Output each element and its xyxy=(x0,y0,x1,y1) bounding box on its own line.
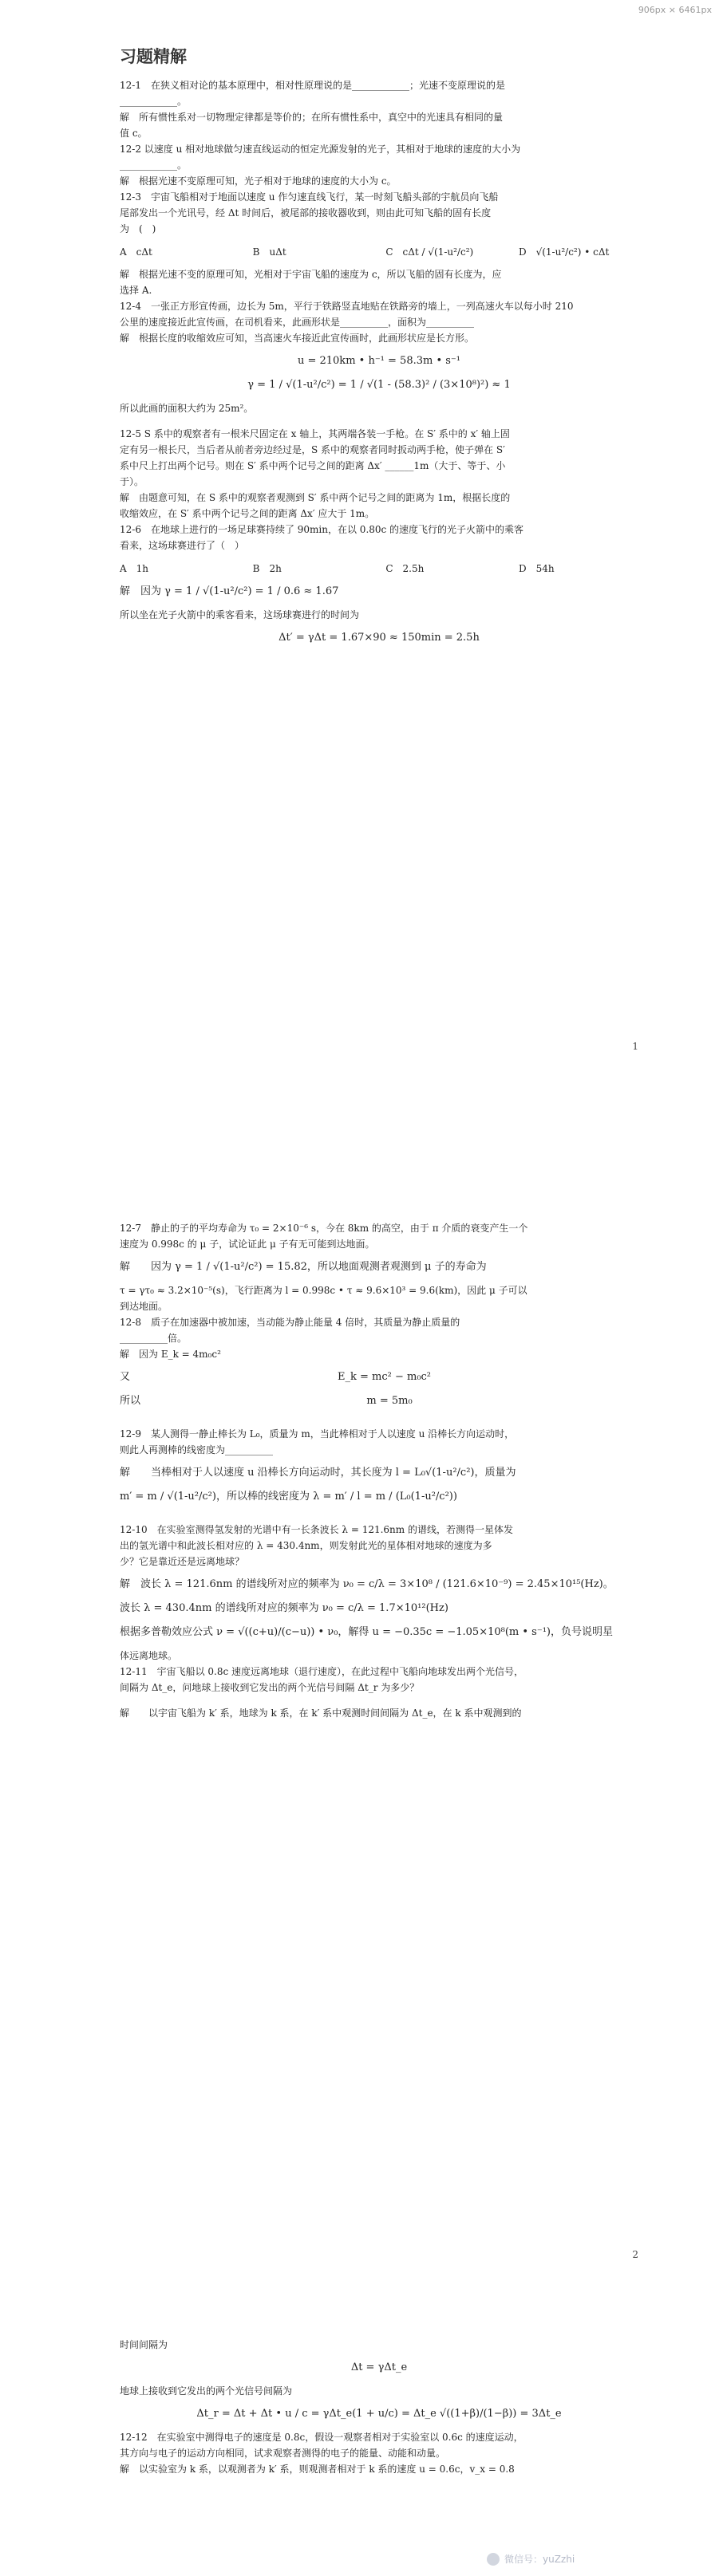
formula: Δt = γΔt_e xyxy=(350,2361,408,2373)
formula: 波长 λ = 430.4nm 的谱线所对应的频率为 ν₀ = c/λ = 1.7×10¹²(Hz) xyxy=(120,1602,448,1614)
formula: Δt′ = γΔt = 1.67×90 ≈ 150min = 2.5h xyxy=(279,632,480,644)
question-12-12 xyxy=(120,2429,638,2477)
text-line: 看来，这场球赛进行了（ ） xyxy=(120,540,245,551)
question-12-2 xyxy=(120,141,638,189)
text-line: 少？它是靠近还是远离地球？ xyxy=(120,1556,245,1567)
text-line: ____________。 xyxy=(120,96,188,107)
text-line: 12-4 一张正方形宣传画，边长为 5m，平行于铁路竖直地贴在铁路旁的墙上，一列高速火车以每小时 210 xyxy=(120,301,574,312)
text-line: ____________。 xyxy=(120,160,188,171)
page-3 xyxy=(120,2337,638,2477)
text-line: 12-5 S 系中的观察者有一根米尺固定在 x 轴上，其两端各装一手枪。在 S′ 系中的 x′ 轴上固 xyxy=(120,428,510,439)
text-line: 解 所有惯性系对一切物理定律都是等价的；在所有惯性系中，真空中的光速具有相同的量 xyxy=(120,112,504,123)
text-line: 为 ( ) xyxy=(120,223,156,234)
page-number: 1 xyxy=(632,1041,638,1052)
text-line: 值 c。 xyxy=(120,128,148,139)
choice-d: D 54h xyxy=(518,563,555,574)
question-12-8 xyxy=(120,1314,638,1410)
choice-b: B 2h xyxy=(252,563,282,574)
formula xyxy=(120,1369,638,1386)
text-line: 12-11 宇宙飞船以 0.8c 速度远离地球（退行速度），在此过程中飞船向地球发出两个光信号， xyxy=(120,1666,524,1677)
text-line: 其方向与电子的运动方向相同，试求观察者测得的电子的能量、动能和动量。 xyxy=(120,2448,446,2459)
text-line: 间隔为 Δt_e，问地球上接收到它发出的两个光信号间隔 Δt_r 为多少？ xyxy=(120,1682,420,1693)
choice-a: A cΔt xyxy=(120,246,152,258)
choices xyxy=(120,245,638,258)
page-1 xyxy=(120,44,638,1052)
text-line: 12-10 在实验室测得氢发射的光谱中有一长条波长 λ = 121.6nm 的谱线，若测得一星体发 xyxy=(120,1524,513,1535)
text-line: 12-3 宇宙飞船相对于地面以速度 u 作匀速直线飞行，某一时刻飞船头部的宇航员向飞船 xyxy=(120,191,499,203)
formula: 解 因为 γ = 1 / √(1-u²/c²) = 1 / 0.6 ≈ 1.67 xyxy=(120,585,339,597)
text-line: 于）。 xyxy=(120,476,144,487)
text-line: 收缩效应，在 S′ 系中两个记号之间的距离 Δx′ 应大于 1m。 xyxy=(120,508,375,519)
formula: 根据多普勒效应公式 ν = √((c+u)/(c−u)) • ν₀，解得 u = −0.35c = −1.05×10⁸(m • s⁻¹)，负号说明星 xyxy=(120,1626,613,1638)
formula xyxy=(120,1392,638,1410)
text-line: 解 根据光速不变的原理可知，光相对于宇宙飞船的速度为 c，所以飞船的固有长度为，应 xyxy=(120,269,502,280)
text-line: 系中尺上打出两个记号。则在 S′ 系中两个记号之间的距离 Δx′ ______1m（大于、等于、小 xyxy=(120,460,506,471)
page-number: 2 xyxy=(632,2249,638,2260)
formula: m′ = m / √(1-u²/c²)，所以棒的线密度为 λ = m′ / l = m / (L₀(1-u²/c²)) xyxy=(120,1491,457,1503)
equation: E_k = mc² − m₀c² xyxy=(337,1371,432,1383)
text-line: 12-12 在实验室中测得电子的速度是 0.8c，假设一观察者相对于实验室以 0.6c 的速度运动， xyxy=(120,2432,523,2443)
text-line: 时间间隔为 xyxy=(120,2339,168,2350)
formula: 解 当棒相对于人以速度 u 沿棒长方向运动时，其长度为 l = L₀√(1-u²/c²)，质量为 xyxy=(120,1467,516,1479)
image-size-label: 906px × 6461px xyxy=(638,5,712,15)
text-line: 选择 A. xyxy=(120,285,152,296)
formula: Δt_r = Δt + Δt • u / c = γΔt_e(1 + u/c) = Δt_e √((1+β)/(1−β)) = 3Δt_e xyxy=(196,2408,562,2420)
text-line: 12-1 在狭义相对论的基本原理中，相对性原理说的是____________；光速不变原理说的是 xyxy=(120,80,505,91)
text-line: 体远离地球。 xyxy=(120,1650,178,1661)
text-line: 所以坐在光子火箭中的乘客看来，这场球赛进行的时间为 xyxy=(120,609,360,620)
text-line: 所以此画的面积大约为 25m²。 xyxy=(120,403,254,414)
text-line: 公里的速度接近此宣传画，在司机看来，此画形状是__________，面积为__________ xyxy=(120,317,475,328)
question-12-7 xyxy=(120,1220,638,1314)
watermark xyxy=(487,2552,575,2566)
formula: γ = 1 / √(1-u²/c²) = 1 / √(1 - (58.3)² / (3×10⁸)²) ≈ 1 xyxy=(247,379,511,391)
question-12-5 xyxy=(120,426,638,522)
choices xyxy=(120,561,638,575)
equation: m = 5m₀ xyxy=(366,1395,413,1407)
text-line: 12-7 静止的子的平均寿命为 τ₀ = 2×10⁻⁶ s，今在 8km 的高空，由于 π 介质的衰变产生一个 xyxy=(120,1223,528,1234)
text-line: 解 以实验室为 k 系，以观测者为 k′ 系，则观测者相对于 k 系的速度 u = 0.6c，v_x = 0.8 xyxy=(120,2464,515,2475)
label: 又 xyxy=(120,1371,131,1383)
text-line: 解 由题意可知，在 S 系中的观察者观测到 S′ 系中两个记号之间的距离为 1m，根据长度的 xyxy=(120,492,511,503)
text-line: 定有另一根长尺，当后者从前者旁边经过是，S 系中的观察者同时扳动两手枪，使子弹在 S′ xyxy=(120,444,505,455)
formula: u = 210km • h⁻¹ = 58.3m • s⁻¹ xyxy=(297,355,461,367)
text-line: 出的氢光谱中和此波长相对应的 λ = 430.4nm，则发射此光的星体相对地球的速度为多 xyxy=(120,1540,492,1551)
text-line: 12-9 某人测得一静止棒长为 L₀，质量为 m，当此棒相对于人以速度 u 沿棒长方向运动时， xyxy=(120,1428,515,1440)
watermark-text: 微信号：yuZzhi xyxy=(504,2554,575,2565)
text-line: 到达地面。 xyxy=(120,1301,168,1312)
text-line: 12-8 质子在加速器中被加速，当动能为静止能量 4 倍时，其质量为静止质量的 xyxy=(120,1317,460,1328)
choice-a: A 1h xyxy=(120,563,149,574)
text-line: 尾部发出一个光讯号，经 Δt 时间后，被尾部的接收器收到，则由此可知飞船的固有长度 xyxy=(120,207,492,219)
choice-c: C 2.5h xyxy=(385,563,425,574)
question-12-9 xyxy=(120,1426,638,1506)
label: 所以 xyxy=(120,1395,141,1407)
choice-d: D √(1-u²/c²) • cΔt xyxy=(518,246,610,258)
text-line: 则此人再测棒的线密度为__________ xyxy=(120,1444,274,1455)
page-2 xyxy=(120,1220,638,2260)
question-12-4 xyxy=(120,298,638,416)
question-12-3 xyxy=(120,189,638,298)
text-line: 解 根据长度的收缩效应可知，当高速火车接近此宣传画时，此画形状应是长方形。 xyxy=(120,333,475,344)
question-12-11 xyxy=(120,1664,638,1721)
text-line: 解 根据光速不变原理可知，光子相对于地球的速度的大小为 c。 xyxy=(120,175,397,187)
question-12-10 xyxy=(120,1522,638,1664)
question-12-6 xyxy=(120,522,638,647)
text-line: 12-6 在地球上进行的一场足球赛持续了 90min，在以 0.80c 的速度飞行的光子火箭中的乘客 xyxy=(120,524,524,535)
wechat-icon xyxy=(487,2553,500,2566)
choice-b: B uΔt xyxy=(252,246,286,258)
text-line: τ = γτ₀ ≈ 3.2×10⁻⁵(s)，飞行距离为 l = 0.998c • τ ≈ 9.6×10³ = 9.6(km)，因此 μ 子可以 xyxy=(120,1285,527,1296)
text-line: 地球上接收到它发出的两个光信号间隔为 xyxy=(120,2385,293,2397)
text-line: __________倍。 xyxy=(120,1333,188,1344)
formula: 解 因为 γ = 1 / √(1-u²/c²) = 15.82，所以地面观测者观测到 μ 子的寿命为 xyxy=(120,1261,487,1273)
choice-c: C cΔt / √(1-u²/c²) xyxy=(385,246,474,258)
text-line: 解 以宇宙飞船为 k′ 系，地球为 k 系，在 k′ 系中观测时间间隔为 Δt_e，在 k 系中观测到的 xyxy=(120,1707,522,1719)
text-line: 速度为 0.998c 的 μ 子，试论证此 μ 子有无可能到达地面。 xyxy=(120,1239,375,1250)
text-line: 12-2 以速度 u 相对地球做匀速直线运动的恒定光源发射的光子，其相对于地球的速度的大小为 xyxy=(120,144,521,155)
text-line: 解 因为 E_k = 4m₀c² xyxy=(120,1349,221,1360)
question-12-1 xyxy=(120,77,638,141)
page-title: 习题精解 xyxy=(120,46,187,66)
formula: 解 波长 λ = 121.6nm 的谱线所对应的频率为 ν₀ = c/λ = 3×10⁸ / (121.6×10⁻⁹) = 2.45×10¹⁵(Hz)。 xyxy=(120,1578,614,1590)
